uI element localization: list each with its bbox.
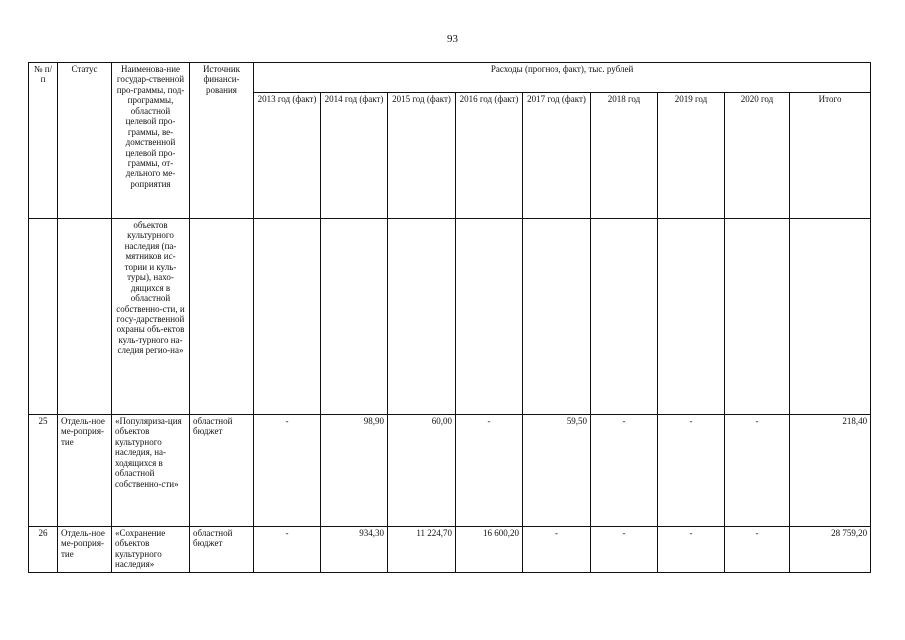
header-year-2019: 2019 год	[658, 93, 725, 219]
table-header-row	[29, 63, 871, 93]
value-2015: 11 224,70	[388, 527, 456, 573]
value-2014: 98,90	[321, 415, 388, 527]
row-status: Отдель-ное ме-роприя-тие	[58, 527, 112, 573]
row-status: Отдель-ное ме-роприя-тие	[58, 415, 112, 527]
value-total: 218,40	[790, 415, 871, 527]
header-year-2014: 2014 год (факт)	[321, 93, 388, 219]
value-2015: 60,00	[388, 415, 456, 527]
value-2019: -	[658, 415, 725, 527]
table-row-continued	[29, 219, 871, 415]
table-cell	[523, 219, 591, 415]
header-source: Источник финанси-рования	[190, 63, 254, 219]
header-year-2017: 2017 год (факт)	[523, 93, 591, 219]
value-2018: -	[591, 415, 658, 527]
table-cell	[591, 219, 658, 415]
value-2014: 934,30	[321, 527, 388, 573]
table-cell	[58, 219, 112, 415]
value-2013: -	[254, 415, 321, 527]
table-cell	[388, 219, 456, 415]
value-2020: -	[725, 527, 790, 573]
table-cell	[790, 219, 871, 415]
header-year-2020: 2020 год	[725, 93, 790, 219]
table-cell	[190, 219, 254, 415]
header-expenses: Расходы (прогноз, факт), тыс. рублей	[254, 63, 871, 93]
header-year-2015: 2015 год (факт)	[388, 93, 456, 219]
row-num: 25	[29, 415, 58, 527]
value-2019: -	[658, 527, 725, 573]
table-cell	[254, 219, 321, 415]
value-2016: 16 600,20	[456, 527, 523, 573]
header-year-2016: 2016 год (факт)	[456, 93, 523, 219]
header-num: № п/п	[29, 63, 58, 219]
value-2017: -	[523, 527, 591, 573]
table-cell	[725, 219, 790, 415]
header-total: Итого	[790, 93, 871, 219]
value-total: 28 759,20	[790, 527, 871, 573]
table-cell	[29, 219, 58, 415]
table-row	[29, 415, 871, 527]
table-row	[29, 527, 871, 573]
row-continued-name: объектов культурного наследия (па-мятников ис-тории и куль-туры), нахо-дящихся в областной собственно-сти, и госу-дарственной охраны объ-ектов куль-турного на-следия регио-на»	[112, 219, 190, 415]
row-name: «Популяриза-ция объектов культурного наследия, на-ходящихся в областной собственно-сти»	[112, 415, 190, 527]
value-2016: -	[456, 415, 523, 527]
header-year-2018: 2018 год	[591, 93, 658, 219]
row-name: «Сохранение объектов культурного наследия»	[112, 527, 190, 573]
header-status: Статус	[58, 63, 112, 219]
value-2020: -	[725, 415, 790, 527]
header-year-2013: 2013 год (факт)	[254, 93, 321, 219]
expenses-table	[28, 62, 871, 573]
table-cell	[456, 219, 523, 415]
row-source: областной бюджет	[190, 527, 254, 573]
page-number: 93	[447, 33, 458, 45]
header-name: Наименова-ние государ-ственной про-граммы, под-программы, областной целевой про-граммы, ве-домственной целевой про-граммы, от-дельного ме-роприятия	[112, 63, 190, 219]
value-2018: -	[591, 527, 658, 573]
table-cell	[658, 219, 725, 415]
row-num: 26	[29, 527, 58, 573]
value-2013: -	[254, 527, 321, 573]
row-source: областной бюджет	[190, 415, 254, 527]
table-cell	[321, 219, 388, 415]
value-2017: 59,50	[523, 415, 591, 527]
